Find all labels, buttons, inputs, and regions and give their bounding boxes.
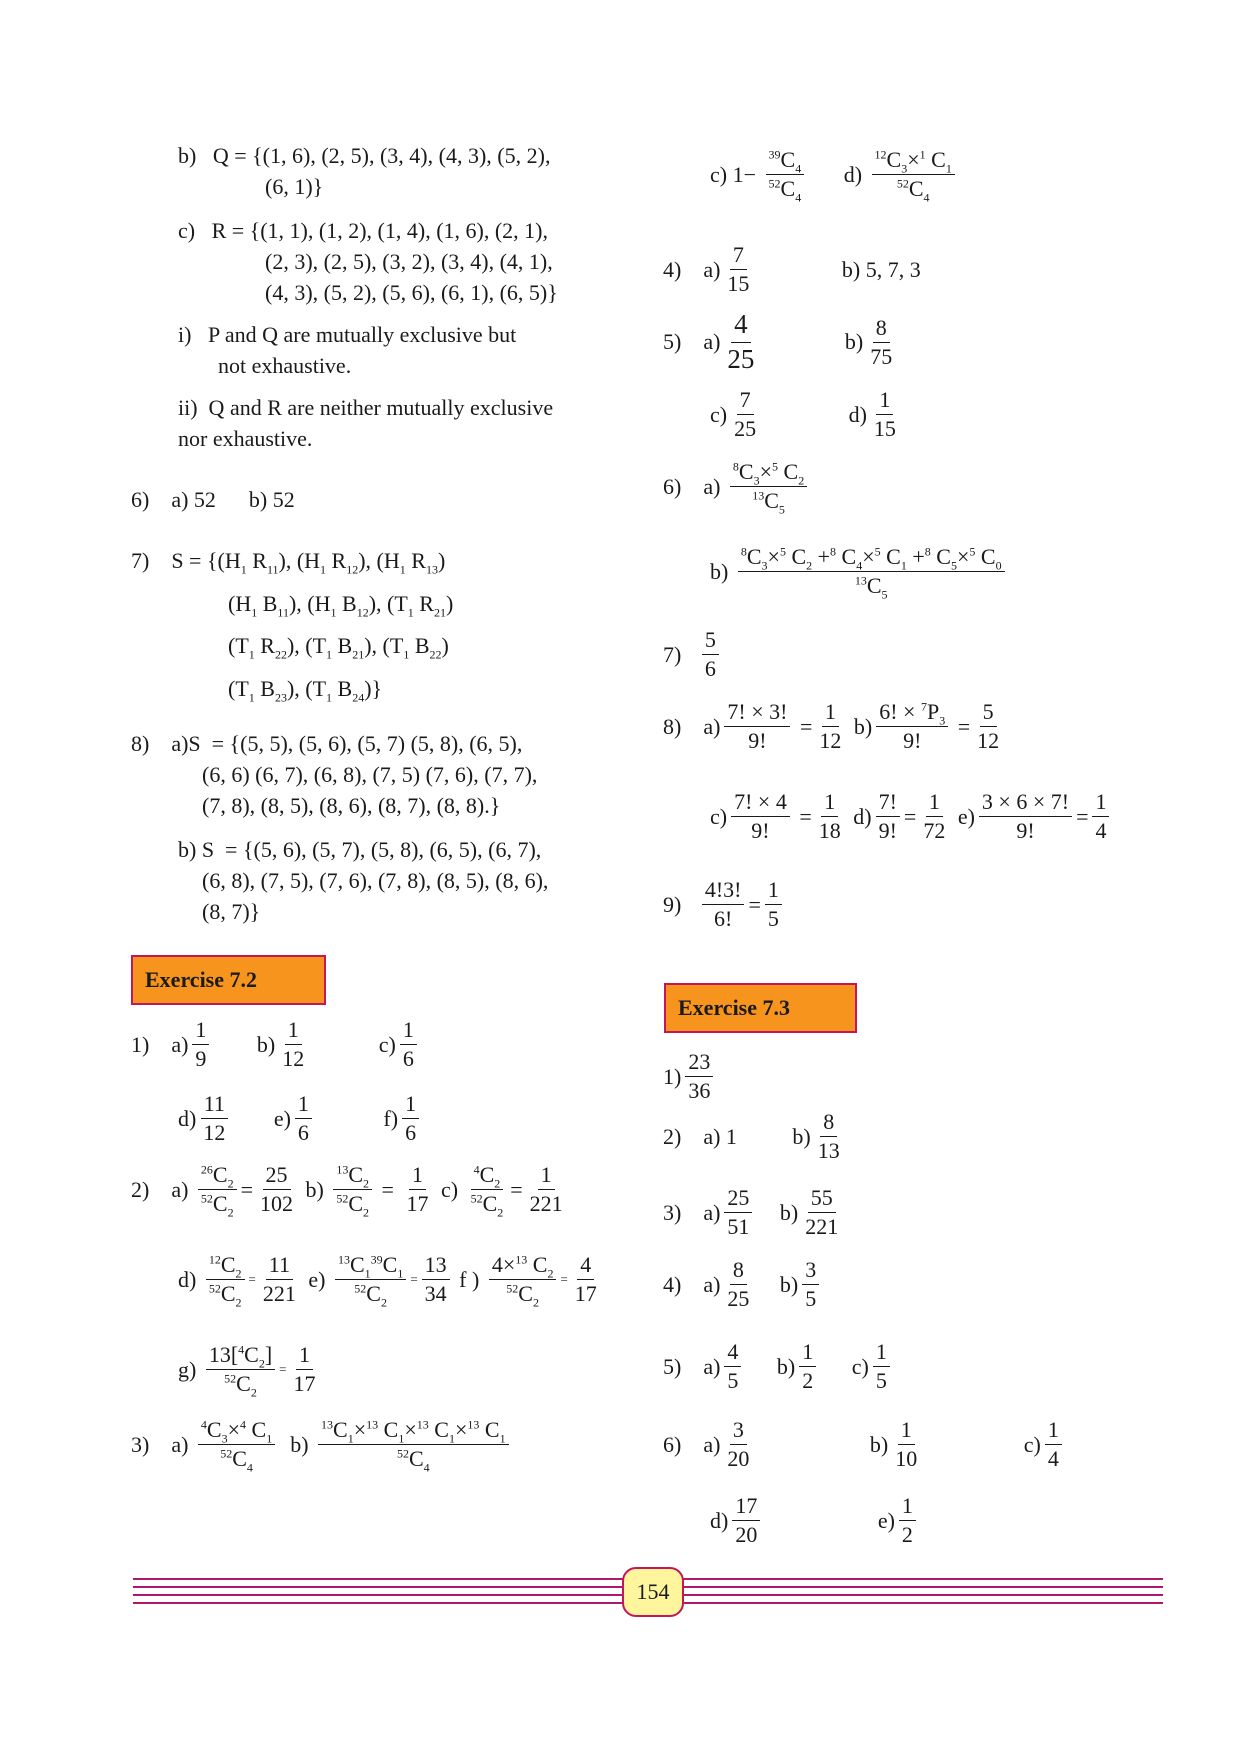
q7-left-l1: 7) $S = \{(H_1$ $R_{11}$), ($H_1$ $R_{12}$), ($H_1$ $R_{13}$) (131, 548, 446, 577)
ex72-q1-row2: d) $\frac{11}{12}$ e) $\frac{1}{6}$ f) $\frac{1}{6}$ (178, 1092, 423, 1145)
line-c-r1: c) R = {(1, 1), (1, 2), (1, 4), (1, 6), (2, 1), (178, 218, 548, 243)
r-q3-cd: c) 1− $\frac{^{39}C_4}{^{52}C_4}$ d) $\frac{^{12}C_3\times^1 C_1}{^{52}C_4}$ (710, 148, 959, 201)
line-ii1: ii) Q and R are neither mutually exclusive (178, 395, 554, 420)
q8b-l2: (6, 8), (7, 5), (7, 6), (7, 8), (8, 5), (8, 6), (202, 868, 549, 893)
r-q5-row1: 5) a) $\frac{4}{25}$ b) $\frac{8}{75}$ (663, 309, 893, 374)
q6-left: 6) a) 52 b) 52 (131, 487, 295, 512)
line-i1: i) P and Q are mutually exclusive but (178, 322, 517, 347)
ex73-q6-row2: d) $\frac{17}{20}$ e) $\frac{1}{2}$ (710, 1494, 920, 1547)
ex73-q4: 4) a) $\frac{8}{25}$ b) $\frac{3}{5}$ (663, 1258, 823, 1311)
ex73-q6-row1: 6) a) $\frac{3}{20}$ b) $\frac{1}{10}$ c) $\frac{1}{4}$ (663, 1418, 1066, 1471)
ex72-q1-row1: 1) a) $\frac{1}{9}$ b) $\frac{1}{12}$ c) $\frac{1}{6}$ (131, 1018, 421, 1071)
r-q5-row2: c) $\frac{7}{25}$ d) $\frac{1}{15}$ (710, 387, 896, 442)
line-c-r2: (2, 3), (2, 5), (3, 2), (3, 4), (4, 1), (265, 249, 553, 274)
exercise-7-2-heading: Exercise 7.2 (131, 955, 326, 1005)
ex73-q5: 5) a) $\frac{4}{5}$ b) $\frac{1}{2}$ c) $\frac{1}{5}$ (663, 1340, 894, 1393)
r-q9: 9) $\frac{4!3!}{6!}$ = $\frac{1}{5}$ (663, 878, 786, 931)
q8a-l2: (6, 6) (6, 7), (6, 8), (7, 5) (7, 6), (7, 7), (202, 762, 538, 787)
r-q6b: b) $\frac{^8C_3\times^5 C_2 +^8 C_4\times^5 C_1 +^8 C_5\times^5 C_0}{^{13}C_5}$ (710, 545, 1009, 598)
ex72-q2-row1: 2) a) $\frac{^{26}C_2}{^{52}C_2}$ = $\frac{25}{102}$ b) $\frac{^{13}C_2}{^{52}C_2}$ = $\frac{1}{17}$ c) $\frac{^4C_2}{^{52}C_2}$ = $\frac{1}{221}$ (131, 1162, 563, 1220)
q7-left-l4: ($T_1$ $B_{23}$), ($T_1$ $B_{24}$)} (228, 676, 383, 705)
exercise-7-3-heading: Exercise 7.3 (664, 983, 857, 1033)
ex72-q2-row3: g) $\frac{13[^4C_2]}{^{52}C_2}$ = $\frac{1}{17}$ (178, 1342, 316, 1400)
q7-left-l3: ($T_1$ $R_{22}$), ($T_1$ $B_{21}$), ($T_1$ $B_{22}$) (228, 633, 449, 662)
r-q4: 4) a) $\frac{7}{15}$ b) 5, 7, 3 (663, 242, 921, 297)
r-q8-row2: c) $\frac{7! \times 4}{9!}$ = $\frac{1}{18}$ d) $\frac{7!}{9!}$ = $\frac{1}{72}$ e) $\frac{3 \times 6 \times 7!}{9!}$ = $\frac{1}{4}$ (710, 790, 1113, 843)
ex73-q2: 2) a) 1 b) $\frac{8}{13}$ (663, 1109, 840, 1164)
ex73-q1: 1) $\frac{23}{36}$ (663, 1050, 717, 1103)
r-q8-row1: 8) a) $\frac{7! \times 3!}{9!}$ = $\frac{1}{12}$ b) $\frac{6! \times ^7P_3}{9!}$ = $\frac{5}{12}$ (663, 699, 1000, 754)
line-i2: not exhaustive. (218, 353, 352, 378)
ex72-q3: 3) a) $\frac{^4C_3\times^4 C_1}{^{52}C_4}$ b) $\frac{^{13}C_1\times^{13} C_1\times^{13} C_1\times^{13} C_1}{^{52}C_4}$ (131, 1418, 513, 1471)
r-q6a: 6) a) $\frac{^8C_3\times^5 C_2}{^{13}C_5}$ (663, 460, 811, 513)
ex73-q3: 3) a) $\frac{25}{51}$ b) $\frac{55}{221}$ (663, 1185, 839, 1240)
q8a-l3: (7, 8), (8, 5), (8, 6), (8, 7), (8, 8).} (202, 793, 501, 818)
q8b-l3: (8, 7)} (202, 899, 261, 924)
q8b-l1: b) S = {(5, 6), (5, 7), (5, 8), (6, 5), (6, 7), (178, 837, 542, 862)
r-q7: 7) $\frac{5}{6}$ (663, 628, 723, 681)
line-c-r3: (4, 3), (5, 2), (5, 6), (6, 1), (6, 5)} (265, 280, 558, 305)
page-number: 154 (622, 1567, 684, 1617)
line-ii2: nor exhaustive. (178, 426, 313, 451)
q8a-l1: 8) a)S = {(5, 5), (5, 6), (5, 7) (5, 8), (6, 5), (131, 731, 523, 756)
line-b-q2: (6, 1)} (265, 174, 324, 199)
ex72-q2-row2: d) $\frac{^{12}C_2}{^{52}C_2}$ = $\frac{11}{221}$ e) $\frac{^{13}C_1^{39}C_1}{^{52}C_2}$ = $\frac{13}{34}$ f ) $\frac{4\times^{13} C_2}{^{52}C_2}$ = $\frac{4}{17}$ (178, 1252, 597, 1310)
line-b-q: b) Q = {(1, 6), (2, 5), (3, 4), (4, 3), (5, 2), (178, 143, 551, 168)
q7-left-l2: ($H_1$ $B_{11}$), ($H_1$ $B_{12}$), ($T_1$ $R_{21}$) (228, 591, 454, 620)
